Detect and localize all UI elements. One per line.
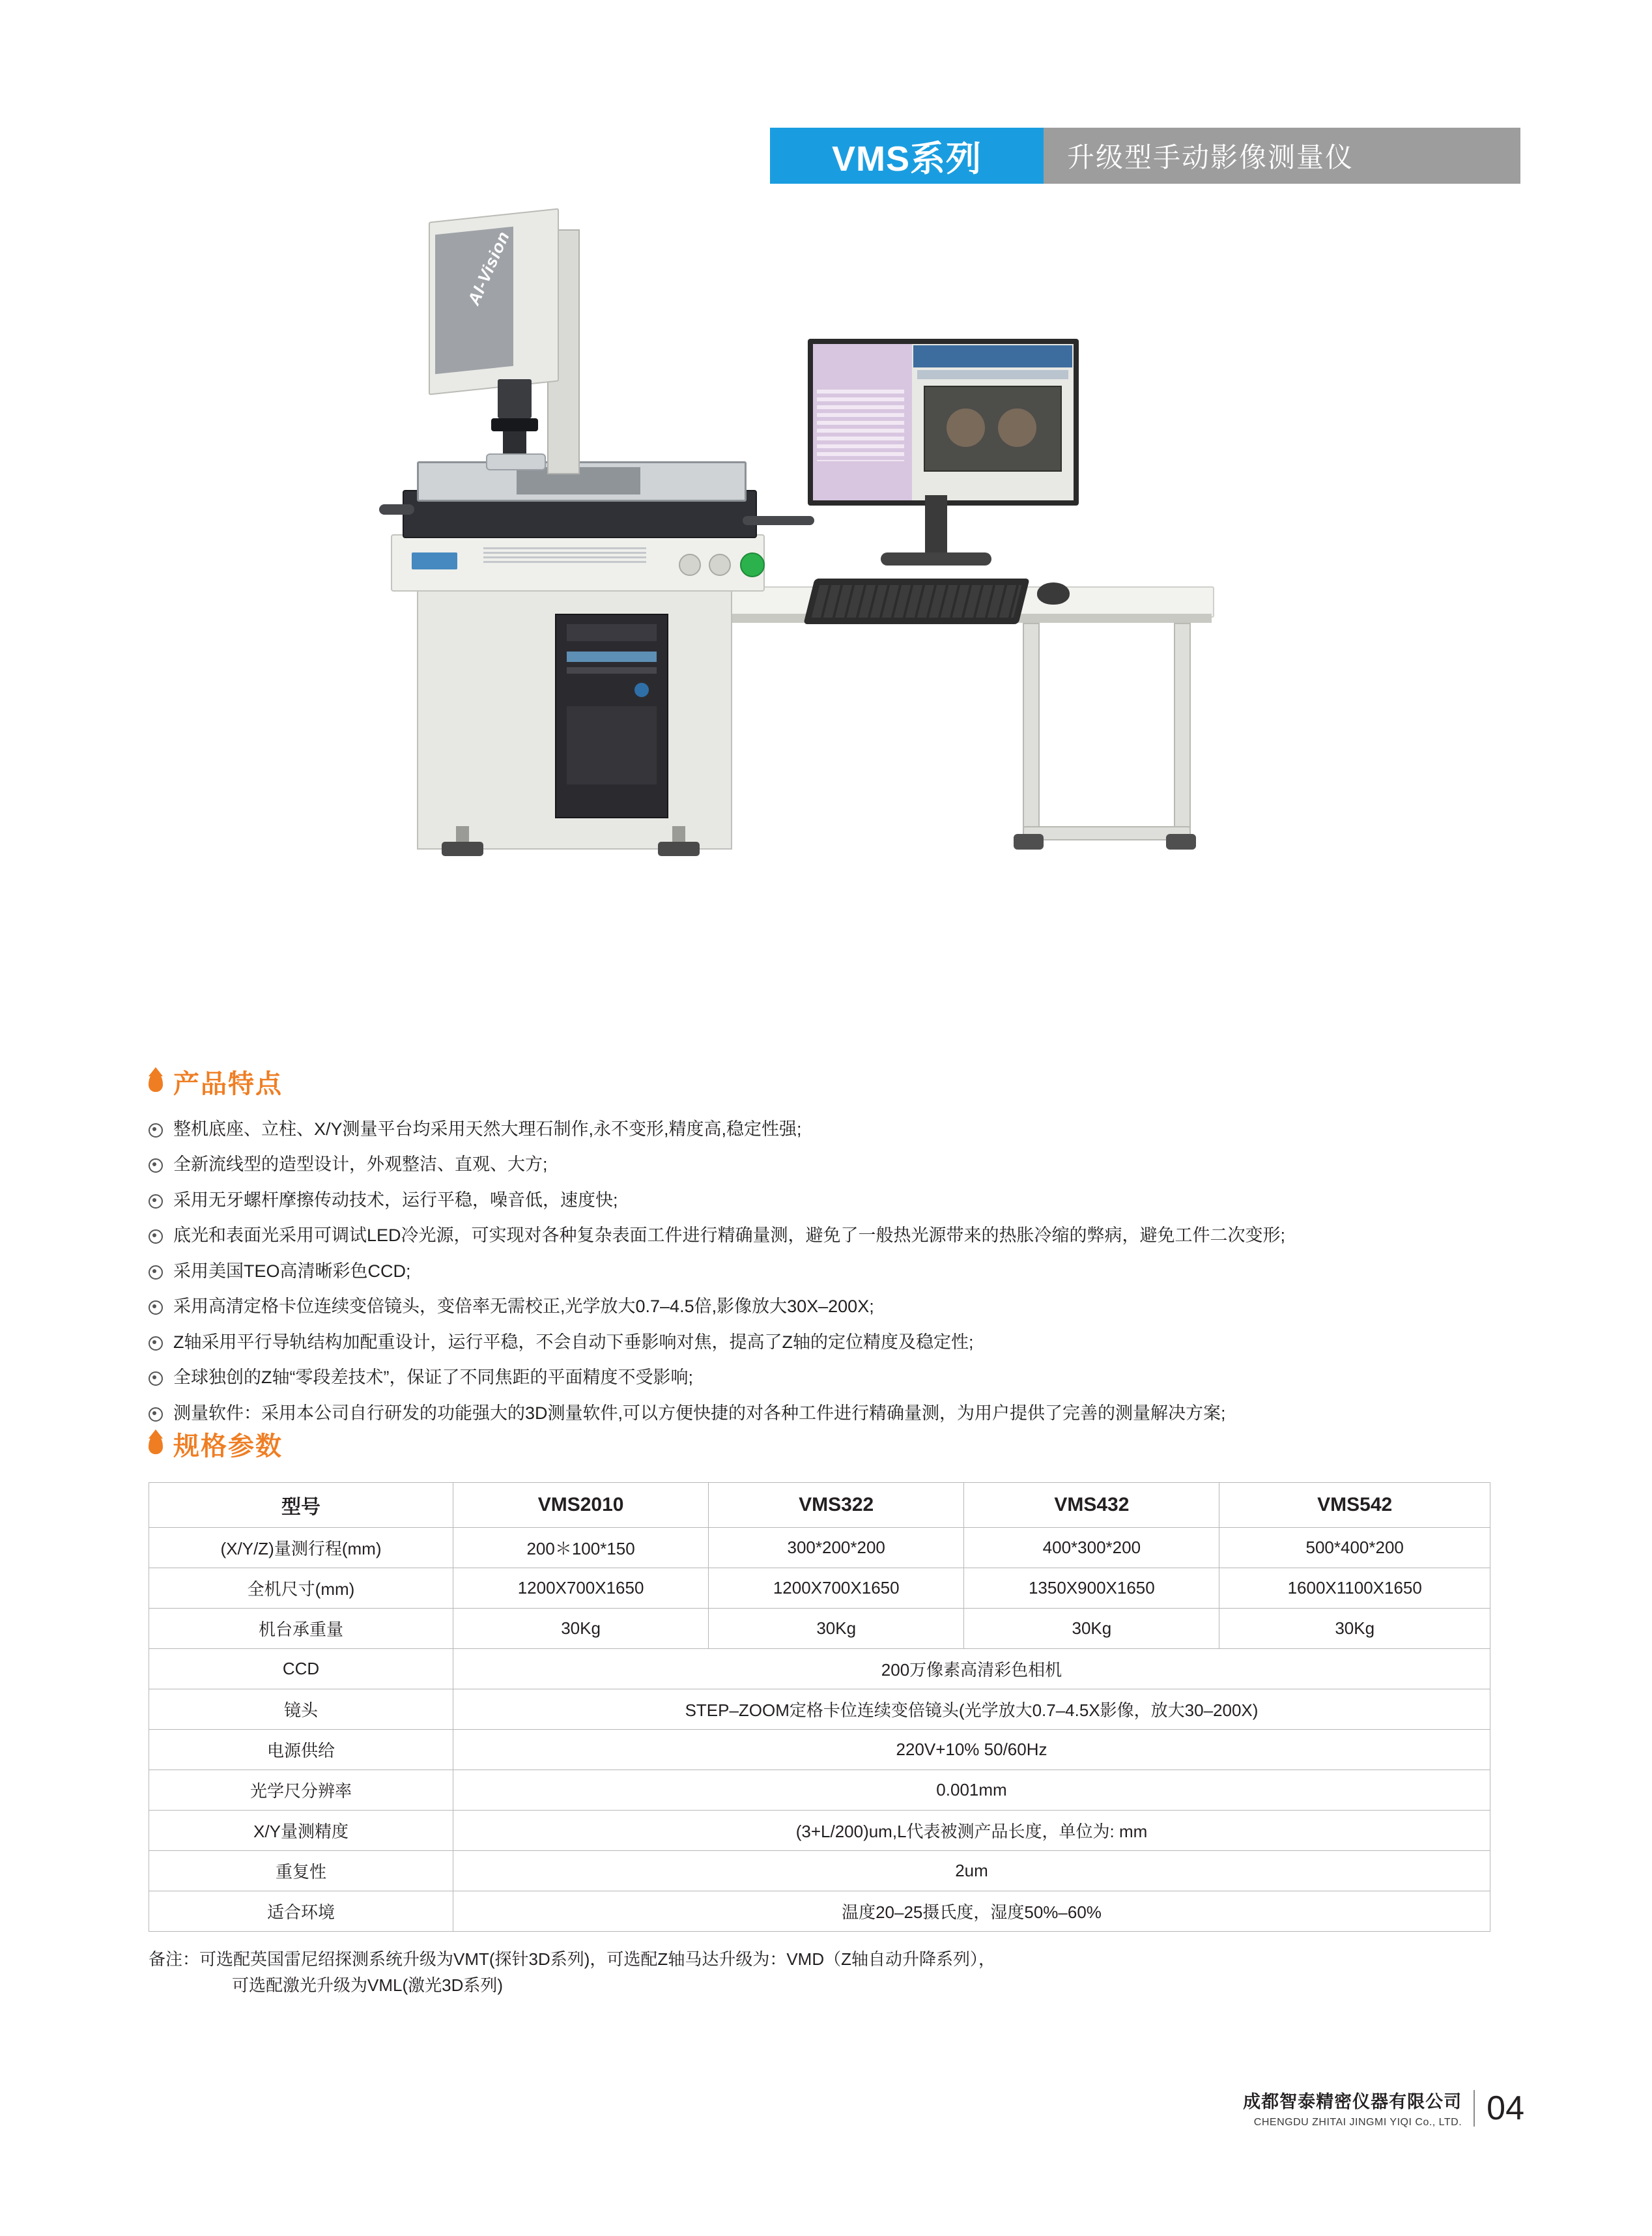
stage-handle-left [379, 504, 414, 515]
column-header: VMS2010 [453, 1483, 709, 1528]
led-ring-light [486, 453, 546, 470]
stage-handle-right [743, 516, 814, 525]
feature-text: Z轴采用平行导轨结构加配重设计，运行平稳，不会自动下垂影响对焦，提高了Z轴的定位精度及稳定性; [173, 1332, 974, 1352]
column-header: 型号 [149, 1483, 453, 1528]
list-item [149, 1330, 1530, 1354]
features-heading [149, 1063, 1530, 1100]
feature-text: 采用无牙螺杆摩擦传动技术，运行平稳，噪音低，速度快; [173, 1190, 618, 1210]
cell-value: 30Kg [1219, 1609, 1490, 1649]
cell-value: 200＊100*150 [453, 1528, 709, 1568]
desk-foot-pad-right [1166, 834, 1196, 850]
row-label: 适合环境 [149, 1891, 453, 1932]
bullet-icon [149, 1265, 163, 1280]
page-subtitle: 升级型手动影像测量仪 [1067, 142, 1354, 173]
list-item [149, 1224, 1530, 1247]
control-panel-logo [412, 552, 457, 569]
page-title: VMS系列 [831, 139, 982, 179]
desk-foot-pad-left [1014, 834, 1044, 850]
control-knob-contrast [709, 554, 731, 576]
list-item [149, 1117, 1530, 1141]
cell-value: 400*300*200 [964, 1528, 1219, 1568]
table-row [149, 1689, 1490, 1730]
table-row [149, 1649, 1490, 1689]
bullet-icon [149, 1407, 163, 1422]
monitor-stand-base [881, 552, 991, 566]
row-label: 重复性 [149, 1851, 453, 1891]
bullet-icon [149, 1371, 163, 1386]
row-label: 镜头 [149, 1689, 453, 1730]
table-row [149, 1609, 1490, 1649]
monitor-stand-neck [925, 495, 947, 555]
control-panel [391, 534, 765, 592]
row-label: 全机尺寸(mm) [149, 1568, 453, 1609]
cell-value: 2um [453, 1851, 1490, 1891]
cell-value: 1350X900X1650 [964, 1568, 1219, 1609]
specs-note-line-2: 可选配激光升级为VML(激光3D系列) [232, 1975, 504, 1996]
keyboard [803, 579, 1029, 624]
table-row [149, 1851, 1490, 1891]
control-power-indicator [740, 552, 765, 577]
software-side-panel [813, 344, 912, 500]
bullet-icon [149, 1229, 163, 1244]
specifications-section [149, 1426, 1530, 1999]
cell-value: 200万像素高清彩色相机 [453, 1649, 1490, 1689]
product-features-section [149, 1063, 1530, 1437]
tower-drive-bay [567, 652, 657, 662]
list-item [149, 1153, 1530, 1176]
row-label: 电源供给 [149, 1730, 453, 1770]
cell-value: 220V+10% 50/60Hz [453, 1730, 1490, 1770]
cell-value: 0.001mm [453, 1770, 1490, 1811]
droplet-icon [149, 1435, 163, 1454]
row-label: X/Y量测精度 [149, 1811, 453, 1851]
cell-value: 1600X1100X1650 [1219, 1568, 1490, 1609]
computer-tower [555, 614, 668, 818]
software-main-panel [912, 344, 1074, 500]
feature-text: 测量软件：采用本公司自行研发的功能强大的3D测量软件,可以方便快捷的对各种工件进行精确量测，为用户提供了完善的测量解决方案; [173, 1403, 1226, 1423]
row-label: 光学尺分辨率 [149, 1770, 453, 1811]
list-item [149, 1366, 1530, 1389]
list-item [149, 1401, 1530, 1425]
cabinet-foot-right [658, 842, 700, 856]
bullet-icon [149, 1158, 163, 1173]
measured-part-a [947, 408, 984, 447]
monitor-display [808, 339, 1079, 506]
specifications-table [149, 1482, 1490, 1932]
cell-value: 300*200*200 [709, 1528, 964, 1568]
header-title-block [770, 128, 1044, 184]
cell-value: 500*400*200 [1219, 1528, 1490, 1568]
measured-part-b [998, 408, 1036, 447]
table-row [149, 1811, 1490, 1851]
tower-drive-bay-secondary [567, 667, 657, 674]
feature-text: 整机底座、立柱、X/Y测量平台均采用天然大理石制作,永不变形,精度高,稳定性强; [173, 1119, 802, 1139]
product-photo [352, 195, 1212, 951]
bullet-icon [149, 1194, 163, 1209]
keyboard-keys [812, 585, 1021, 618]
cell-value: (3+L/200)um,L代表被测产品长度，单位为: mm [453, 1811, 1490, 1851]
list-item [149, 1295, 1530, 1318]
specs-note-line-1: 备注：可选配英国雷尼绍探测系统升级为VMT(探针3D系列)，可选配Z轴马达升级为：VMD（Z轴自动升降系列）， [149, 1949, 995, 1969]
column-header: VMS432 [964, 1483, 1219, 1528]
page-header-banner [770, 128, 1520, 184]
page-footer [1173, 2087, 1524, 2128]
cell-value: 30Kg [453, 1609, 709, 1649]
table-row [149, 1568, 1490, 1609]
machine-brand-label: AI-Vision [463, 228, 514, 308]
row-label: 机台承重量 [149, 1609, 453, 1649]
feature-text: 采用高清定格卡位连续变倍镜头，变倍率无需校正,光学放大0.7–4.5倍,影像放大30X–200X; [173, 1297, 874, 1317]
machine-cabinet [417, 586, 732, 850]
desk-leg-left [1023, 623, 1040, 840]
specs-note [149, 1946, 1530, 1999]
row-label: CCD [149, 1649, 453, 1689]
footer-divider [1474, 2090, 1475, 2127]
row-label: (X/Y/Z)量测行程(mm) [149, 1528, 453, 1568]
control-panel-label-strip [483, 547, 646, 566]
lens-mount [498, 379, 532, 418]
list-item [149, 1188, 1530, 1212]
bullet-icon [149, 1123, 163, 1138]
header-subtitle-block [1044, 128, 1520, 184]
mouse [1037, 582, 1070, 605]
tower-power-button [634, 683, 649, 697]
company-name-en: CHENGDU ZHITAI JINGMI YIQI Co., LTD. [1253, 2117, 1462, 2128]
page-number: 04 [1487, 2089, 1524, 2127]
cell-value: 1200X700X1650 [709, 1568, 964, 1609]
specs-heading [149, 1426, 1530, 1463]
features-list [149, 1117, 1530, 1425]
feature-text: 全新流线型的造型设计，外观整洁、直观、大方; [173, 1154, 548, 1175]
control-knob-brightness [679, 554, 701, 576]
feature-text: 底光和表面光采用可调试LED冷光源，可实现对各种复杂表面工件进行精确量测，避免了一般热光源带来的热胀冷缩的弊病，避免工件二次变形; [173, 1226, 1286, 1246]
cabinet-foot-left [442, 842, 483, 856]
company-name-cn: 成都智泰精密仪器有限公司 [1243, 2092, 1462, 2112]
tower-front-grill [567, 706, 657, 784]
table-row [149, 1770, 1490, 1811]
table-row [149, 1891, 1490, 1932]
cell-value: 30Kg [964, 1609, 1219, 1649]
table-row [149, 1730, 1490, 1770]
cell-value: 1200X700X1650 [453, 1568, 709, 1609]
table-header-row [149, 1483, 1490, 1528]
software-secondary-toolbar [917, 370, 1068, 379]
features-heading-text: 产品特点 [173, 1070, 283, 1098]
specs-heading-text: 规格参数 [173, 1432, 283, 1461]
bullet-icon [149, 1300, 163, 1315]
cell-value: 温度20–25摄氏度，湿度50%–60% [453, 1891, 1490, 1932]
column-header: VMS542 [1219, 1483, 1490, 1528]
company-block [1243, 2087, 1462, 2128]
tower-top-panel [567, 624, 657, 641]
software-toolbar [913, 345, 1072, 367]
cell-value: 30Kg [709, 1609, 964, 1649]
software-data-rows [817, 390, 904, 461]
xy-stage-glass [417, 461, 747, 502]
table-row [149, 1528, 1490, 1568]
software-camera-view [924, 386, 1062, 472]
bullet-icon [149, 1336, 163, 1351]
feature-text: 采用美国TEO高清晰彩色CCD; [173, 1261, 411, 1281]
column-header: VMS322 [709, 1483, 964, 1528]
droplet-icon [149, 1072, 163, 1092]
cell-value: STEP–ZOOM定格卡位连续变倍镜头(光学放大0.7–4.5X影像，放大30–200X) [453, 1689, 1490, 1730]
lens-zoom-ring [491, 418, 538, 431]
desk-leg-right [1174, 623, 1191, 840]
list-item [149, 1259, 1530, 1283]
feature-text: 全球独创的Z轴“零段差技术”，保证了不同焦距的平面精度不受影响; [173, 1368, 693, 1388]
